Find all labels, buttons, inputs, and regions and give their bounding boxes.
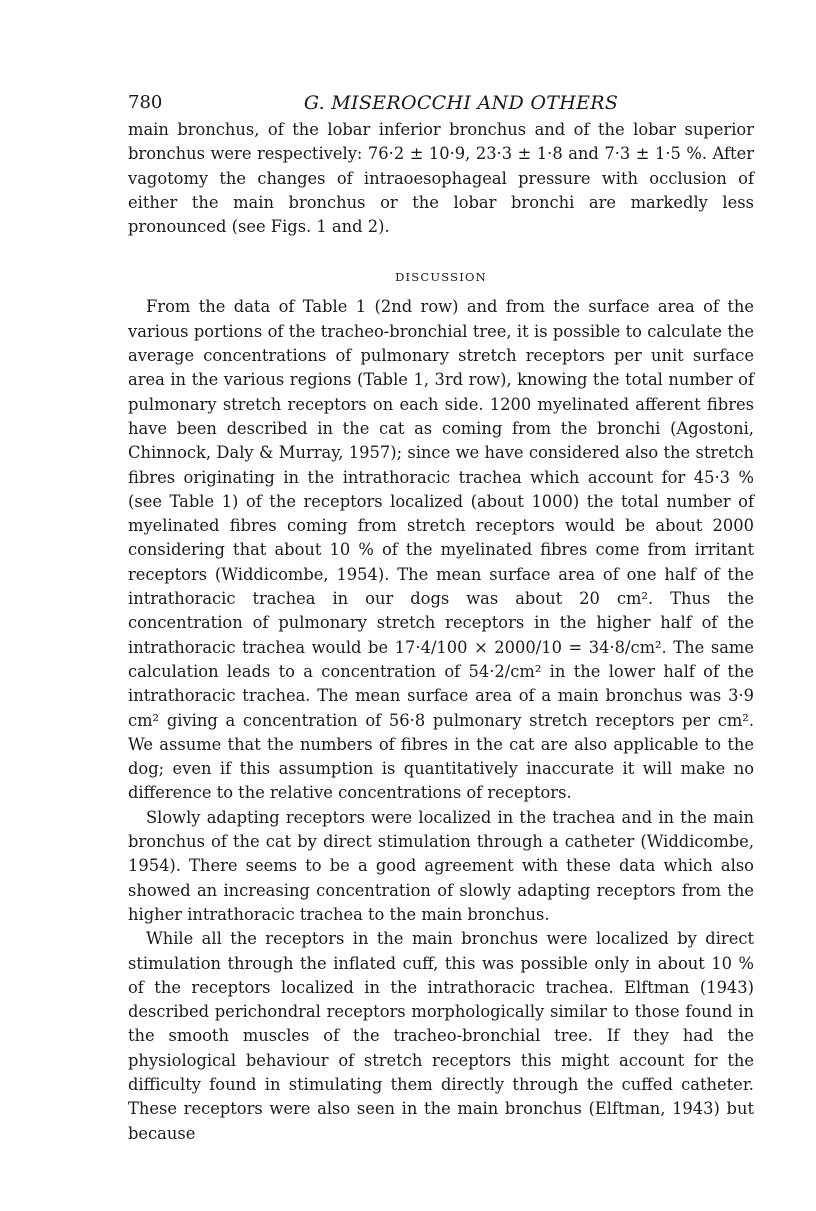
paragraph-continued: main bronchus, of the lobar inferior bronchus and of the lobar superior bronchus were respectively: 76·2 ± 10·9, 23·3 ± 1·8 and 7·3 ± 1·5 %. After vagotomy the changes of intraoesophageal pressure with occlusion of either the main bronchus or the lobar bronchi are markedly less pronounced (see Figs. 1 and 2).: [128, 120, 754, 237]
discussion-paragraph-2: Slowly adapting receptors were localized in the trachea and in the main bronchus of the cat by direct stimulation through a catheter (Widdicombe, 1954). There seems to be a good agreement with these data which also showed an increasing concentration of slowly adapting receptors from the higher intrathoracic trachea to the main bronchus.: [128, 807, 754, 924]
page-number: 780: [128, 92, 163, 113]
running-title: G. MISEROCCHI AND OTHERS: [303, 92, 619, 114]
discussion-paragraph-1: From the data of Table 1 (2nd row) and from the surface area of the various portions of the tracheo-bronchial tree, it is possible to calculate the average concentrations of pulmonary stretch receptors per unit surface area in the various regions (Table 1, 3rd row), knowing the total number of pulmonary stretch receptors on each side. 1200 myelinated afferent fibres have been described in the cat as coming from the bronchi (Agostoni, Chinnock, Daly & Murray, 1957); since we have considered also the stretch fibres originating in the intrathoracic trachea which account for 45·3 % (see Table 1) of the receptors localized (about 1000) the total number of myelinated fibres coming from stretch receptors would be about 2000 considering that about 10 % of the myelinated fibres come from irritant receptors (Widdicombe, 1954). The mean surface area of one half of the intrathoracic trachea in our dogs was about 20 cm². Thus the concentration of pulmonary stretch receptors in the higher half of the intrathoracic trachea would be 17·4/100 × 2000/10 = 34·8/cm². The same calculation leads to a concentration of 54·2/cm² in the lower half of the intrathoracic trachea. The mean surface area of a main bronchus was 3·9 cm² giving a concentration of 56·8 pulmonary stretch receptors per cm². We assume that the numbers of fibres in the cat are also applicable to the dog; even if this assumption is quantitatively inaccurate it will make no difference to the relative concentrations of receptors.: [128, 297, 754, 803]
page: [128, 88, 754, 1146]
discussion-paragraph-3: While all the receptors in the main bronchus were localized by direct stimulation through the inflated cuff, this was possible only in about 10 % of the receptors localized in the intrathoracic trachea. Elftman (1943) described perichondral receptors morphologically similar to those found in the smooth muscles of the tracheo-bronchial tree. If they had the physiological behaviour of stretch receptors this might account for the difficulty found in stimulating them directly through the cuffed catheter. These receptors were also seen in the main bronchus (Elftman, 1943) but because: [128, 929, 754, 1143]
section-heading-discussion: DISCUSSION: [395, 270, 487, 285]
running-head: [128, 88, 754, 118]
